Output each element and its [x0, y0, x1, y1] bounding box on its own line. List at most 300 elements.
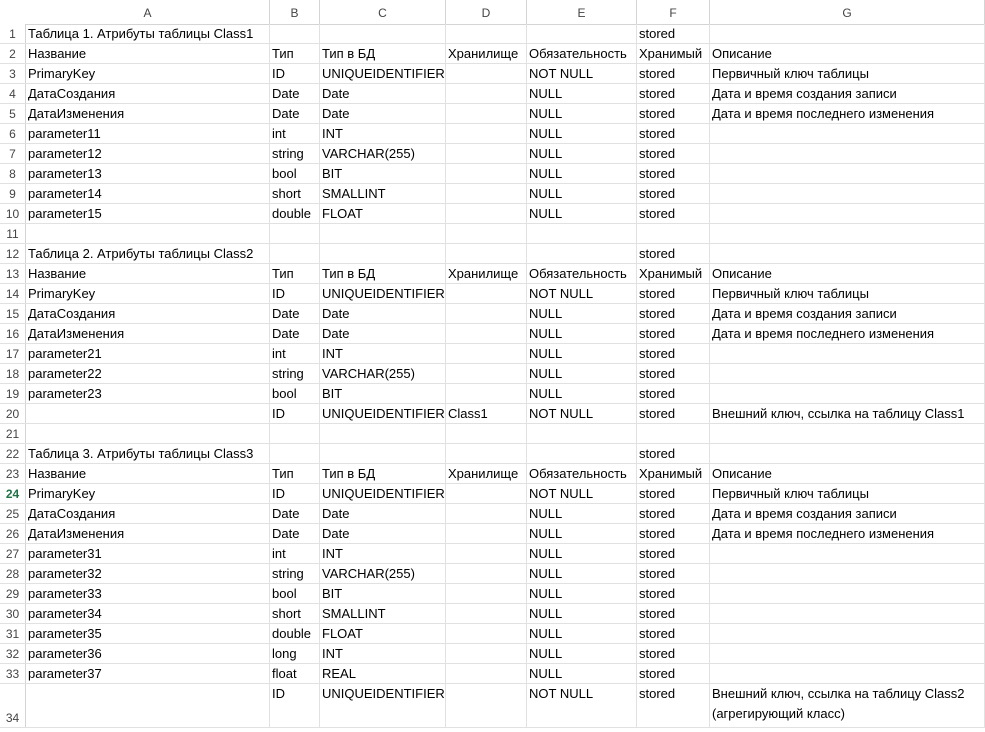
- cell-d8[interactable]: [446, 164, 527, 183]
- cell-b17[interactable]: [270, 344, 320, 363]
- cell-g22[interactable]: [710, 444, 985, 463]
- cell-d3[interactable]: [446, 64, 527, 83]
- cell-a9[interactable]: [26, 184, 270, 203]
- cell-a26[interactable]: [26, 524, 270, 543]
- cell-b24[interactable]: [270, 484, 320, 503]
- cell-c20[interactable]: [320, 404, 446, 423]
- cell-a16[interactable]: [26, 324, 270, 343]
- cell-c33[interactable]: [320, 664, 446, 683]
- cell-f7[interactable]: [637, 144, 710, 163]
- column-header-d[interactable]: D: [446, 0, 527, 24]
- cell-c14[interactable]: [320, 284, 446, 303]
- cell-b9[interactable]: [270, 184, 320, 203]
- cell-d12[interactable]: [446, 244, 527, 263]
- cell-text: SMALLINT: [322, 186, 386, 201]
- table-row: [0, 364, 985, 384]
- row-header[interactable]: [0, 464, 26, 483]
- cell-a23[interactable]: [26, 464, 270, 483]
- table-row: [0, 524, 985, 544]
- cell-b25[interactable]: [270, 504, 320, 523]
- cell-b32[interactable]: [270, 644, 320, 663]
- cell-a33[interactable]: [26, 664, 270, 683]
- cell-text: ДатаИзменения: [28, 106, 125, 121]
- cell-text: ДатаИзменения: [28, 526, 125, 541]
- cell-c34[interactable]: [320, 684, 446, 727]
- cell-c15[interactable]: [320, 304, 446, 323]
- column-header-c[interactable]: C: [320, 0, 446, 24]
- cell-d7[interactable]: [446, 144, 527, 163]
- cell-a31[interactable]: [26, 624, 270, 643]
- cell-a12[interactable]: [26, 244, 270, 263]
- cell-b20[interactable]: [270, 404, 320, 423]
- cell-text: UNIQUEIDENTIFIER: [322, 686, 445, 701]
- cell-e16[interactable]: [527, 324, 637, 343]
- cell-e9[interactable]: [527, 184, 637, 203]
- cell-d23[interactable]: [446, 464, 527, 483]
- cell-f34[interactable]: [637, 684, 710, 727]
- cell-a20[interactable]: [26, 404, 270, 423]
- cell-b30[interactable]: [270, 604, 320, 623]
- cell-text: parameter21: [28, 346, 102, 361]
- cell-b8[interactable]: [270, 164, 320, 183]
- cell-d22[interactable]: [446, 444, 527, 463]
- row-header[interactable]: [0, 544, 26, 563]
- cell-c16[interactable]: [320, 324, 446, 343]
- cell-a10[interactable]: [26, 204, 270, 223]
- row-number: 9: [9, 187, 16, 201]
- cell-a6[interactable]: [26, 124, 270, 143]
- table-row: [0, 64, 985, 84]
- cell-f24[interactable]: [637, 484, 710, 503]
- cell-g23[interactable]: [710, 464, 985, 483]
- cell-a2[interactable]: [26, 44, 270, 63]
- cell-c32[interactable]: [320, 644, 446, 663]
- cell-g32[interactable]: [710, 644, 985, 663]
- cell-d1[interactable]: [446, 24, 527, 43]
- cell-d31[interactable]: [446, 624, 527, 643]
- cell-c1[interactable]: [320, 24, 446, 43]
- cell-e21[interactable]: [527, 424, 637, 443]
- cell-g34[interactable]: [710, 684, 985, 727]
- cell-f9[interactable]: [637, 184, 710, 203]
- cell-b4[interactable]: [270, 84, 320, 103]
- cell-g19[interactable]: [710, 384, 985, 403]
- cell-f1[interactable]: [637, 24, 710, 43]
- cell-c3[interactable]: [320, 64, 446, 83]
- cell-b26[interactable]: [270, 524, 320, 543]
- cell-g3[interactable]: [710, 64, 985, 83]
- cell-b18[interactable]: [270, 364, 320, 383]
- cell-d33[interactable]: [446, 664, 527, 683]
- cell-f11[interactable]: [637, 224, 710, 243]
- row-header[interactable]: [0, 504, 26, 523]
- cell-b27[interactable]: [270, 544, 320, 563]
- cell-f20[interactable]: [637, 404, 710, 423]
- cell-e17[interactable]: [527, 344, 637, 363]
- cell-g14[interactable]: [710, 284, 985, 303]
- cell-a11[interactable]: [26, 224, 270, 243]
- cell-e24[interactable]: [527, 484, 637, 503]
- cell-d24[interactable]: [446, 484, 527, 503]
- cell-e23[interactable]: [527, 464, 637, 483]
- cell-c13[interactable]: [320, 264, 446, 283]
- cell-a24[interactable]: [26, 484, 270, 503]
- cell-a3[interactable]: [26, 64, 270, 83]
- cell-b31[interactable]: [270, 624, 320, 643]
- row-header[interactable]: [0, 424, 26, 443]
- cell-g31[interactable]: [710, 624, 985, 643]
- cell-a8[interactable]: [26, 164, 270, 183]
- cell-c28[interactable]: [320, 564, 446, 583]
- cell-b13[interactable]: [270, 264, 320, 283]
- cell-b3[interactable]: [270, 64, 320, 83]
- cell-g12[interactable]: [710, 244, 985, 263]
- cell-g18[interactable]: [710, 364, 985, 383]
- row-header[interactable]: [0, 144, 26, 163]
- cell-c7[interactable]: [320, 144, 446, 163]
- row-header[interactable]: [0, 244, 26, 263]
- cell-f29[interactable]: [637, 584, 710, 603]
- row-header[interactable]: [0, 224, 26, 243]
- cell-a7[interactable]: [26, 144, 270, 163]
- cell-d6[interactable]: [446, 124, 527, 143]
- cell-g24[interactable]: [710, 484, 985, 503]
- cell-text: Тип в БД: [322, 266, 376, 281]
- cell-g28[interactable]: [710, 564, 985, 583]
- cell-c23[interactable]: [320, 464, 446, 483]
- cell-e15[interactable]: [527, 304, 637, 323]
- cell-c18[interactable]: [320, 364, 446, 383]
- cell-d34[interactable]: [446, 684, 527, 727]
- cell-d32[interactable]: [446, 644, 527, 663]
- cell-c9[interactable]: [320, 184, 446, 203]
- cell-f33[interactable]: [637, 664, 710, 683]
- cell-b15[interactable]: [270, 304, 320, 323]
- cell-text: Хранилище: [448, 466, 519, 481]
- cell-b6[interactable]: [270, 124, 320, 143]
- cell-g4[interactable]: [710, 84, 985, 103]
- cell-e8[interactable]: [527, 164, 637, 183]
- cell-a17[interactable]: [26, 344, 270, 363]
- cell-e5[interactable]: [527, 104, 637, 123]
- cell-f15[interactable]: [637, 304, 710, 323]
- cell-b22[interactable]: [270, 444, 320, 463]
- cell-a29[interactable]: [26, 584, 270, 603]
- cell-g6[interactable]: [710, 124, 985, 143]
- cell-c27[interactable]: [320, 544, 446, 563]
- cell-f27[interactable]: [637, 544, 710, 563]
- cell-c29[interactable]: [320, 584, 446, 603]
- row-header[interactable]: [0, 404, 26, 423]
- cell-d4[interactable]: [446, 84, 527, 103]
- cell-g17[interactable]: [710, 344, 985, 363]
- cell-e10[interactable]: [527, 204, 637, 223]
- row-header[interactable]: [0, 84, 26, 103]
- cell-a14[interactable]: [26, 284, 270, 303]
- cell-d25[interactable]: [446, 504, 527, 523]
- cell-c30[interactable]: [320, 604, 446, 623]
- cell-d18[interactable]: [446, 364, 527, 383]
- cell-d2[interactable]: [446, 44, 527, 63]
- cell-d5[interactable]: [446, 104, 527, 123]
- column-header-b[interactable]: B: [270, 0, 320, 24]
- cell-b1[interactable]: [270, 24, 320, 43]
- cell-d29[interactable]: [446, 584, 527, 603]
- cell-c24[interactable]: [320, 484, 446, 503]
- cell-text: Хранилище: [448, 266, 519, 281]
- cell-e11[interactable]: [527, 224, 637, 243]
- cell-e31[interactable]: [527, 624, 637, 643]
- row-header[interactable]: [0, 484, 26, 503]
- cell-text: Описание: [712, 466, 772, 481]
- cell-d27[interactable]: [446, 544, 527, 563]
- cell-e27[interactable]: [527, 544, 637, 563]
- cell-b16[interactable]: [270, 324, 320, 343]
- row-header[interactable]: [0, 644, 26, 663]
- cell-f26[interactable]: [637, 524, 710, 543]
- cell-a15[interactable]: [26, 304, 270, 323]
- cell-text: Date: [272, 326, 300, 341]
- row-header[interactable]: [0, 684, 26, 727]
- cell-a30[interactable]: [26, 604, 270, 623]
- cell-e28[interactable]: [527, 564, 637, 583]
- cell-c4[interactable]: [320, 84, 446, 103]
- cell-g7[interactable]: [710, 144, 985, 163]
- cell-f17[interactable]: [637, 344, 710, 363]
- column-header-g[interactable]: G: [710, 0, 985, 24]
- cell-c5[interactable]: [320, 104, 446, 123]
- cell-d17[interactable]: [446, 344, 527, 363]
- cell-a28[interactable]: [26, 564, 270, 583]
- cell-a19[interactable]: [26, 384, 270, 403]
- row-header[interactable]: [0, 324, 26, 343]
- row-header[interactable]: [0, 624, 26, 643]
- row-header[interactable]: [0, 564, 26, 583]
- cell-f30[interactable]: [637, 604, 710, 623]
- cell-g10[interactable]: [710, 204, 985, 223]
- cell-e3[interactable]: [527, 64, 637, 83]
- cell-d13[interactable]: [446, 264, 527, 283]
- cell-b28[interactable]: [270, 564, 320, 583]
- cell-c11[interactable]: [320, 224, 446, 243]
- row-header[interactable]: [0, 524, 26, 543]
- cell-f23[interactable]: [637, 464, 710, 483]
- cell-b23[interactable]: [270, 464, 320, 483]
- row-header[interactable]: [0, 304, 26, 323]
- cell-g21[interactable]: [710, 424, 985, 443]
- cell-d9[interactable]: [446, 184, 527, 203]
- cell-e18[interactable]: [527, 364, 637, 383]
- row-header[interactable]: [0, 24, 26, 43]
- cell-a5[interactable]: [26, 104, 270, 123]
- cell-f25[interactable]: [637, 504, 710, 523]
- cell-g2[interactable]: [710, 44, 985, 63]
- cell-c10[interactable]: [320, 204, 446, 223]
- cell-a34[interactable]: [26, 684, 270, 727]
- cell-g16[interactable]: [710, 324, 985, 343]
- cell-d20[interactable]: [446, 404, 527, 423]
- cell-f16[interactable]: [637, 324, 710, 343]
- cell-c26[interactable]: [320, 524, 446, 543]
- cell-text: stored: [639, 246, 676, 261]
- cell-a4[interactable]: [26, 84, 270, 103]
- cell-f10[interactable]: [637, 204, 710, 223]
- row-header[interactable]: [0, 104, 26, 123]
- cell-a18[interactable]: [26, 364, 270, 383]
- row-header[interactable]: [0, 164, 26, 183]
- cell-f14[interactable]: [637, 284, 710, 303]
- cell-f31[interactable]: [637, 624, 710, 643]
- cell-f28[interactable]: [637, 564, 710, 583]
- cell-e20[interactable]: [527, 404, 637, 423]
- cell-c31[interactable]: [320, 624, 446, 643]
- cell-e2[interactable]: [527, 44, 637, 63]
- cell-f22[interactable]: [637, 444, 710, 463]
- cell-a25[interactable]: [26, 504, 270, 523]
- cell-c12[interactable]: [320, 244, 446, 263]
- table-row: [0, 104, 985, 124]
- cell-g27[interactable]: [710, 544, 985, 563]
- row-header[interactable]: [0, 444, 26, 463]
- cell-d16[interactable]: [446, 324, 527, 343]
- cell-f3[interactable]: [637, 64, 710, 83]
- row-header[interactable]: [0, 124, 26, 143]
- cell-e1[interactable]: [527, 24, 637, 43]
- cell-text: Хранимый: [639, 266, 703, 281]
- row-header[interactable]: [0, 384, 26, 403]
- row-header[interactable]: [0, 284, 26, 303]
- cell-f5[interactable]: [637, 104, 710, 123]
- cell-a32[interactable]: [26, 644, 270, 663]
- cell-f19[interactable]: [637, 384, 710, 403]
- cell-e30[interactable]: [527, 604, 637, 623]
- cell-b10[interactable]: [270, 204, 320, 223]
- cell-c22[interactable]: [320, 444, 446, 463]
- table-row: [0, 244, 985, 264]
- cell-d30[interactable]: [446, 604, 527, 623]
- cell-e26[interactable]: [527, 524, 637, 543]
- row-header[interactable]: [0, 364, 26, 383]
- row-header[interactable]: [0, 264, 26, 283]
- cell-b11[interactable]: [270, 224, 320, 243]
- cell-f21[interactable]: [637, 424, 710, 443]
- cell-b12[interactable]: [270, 244, 320, 263]
- cell-g20[interactable]: [710, 404, 985, 423]
- cell-f32[interactable]: [637, 644, 710, 663]
- cell-e6[interactable]: [527, 124, 637, 143]
- cell-b2[interactable]: [270, 44, 320, 63]
- cell-d21[interactable]: [446, 424, 527, 443]
- cell-text: long: [272, 646, 297, 661]
- cell-c21[interactable]: [320, 424, 446, 443]
- cell-d28[interactable]: [446, 564, 527, 583]
- column-header-e[interactable]: E: [527, 0, 637, 24]
- cell-c17[interactable]: [320, 344, 446, 363]
- cell-e7[interactable]: [527, 144, 637, 163]
- cell-e14[interactable]: [527, 284, 637, 303]
- cell-b14[interactable]: [270, 284, 320, 303]
- cell-f6[interactable]: [637, 124, 710, 143]
- cell-g25[interactable]: [710, 504, 985, 523]
- cell-f13[interactable]: [637, 264, 710, 283]
- cell-f8[interactable]: [637, 164, 710, 183]
- cell-g13[interactable]: [710, 264, 985, 283]
- cell-g15[interactable]: [710, 304, 985, 323]
- row-header[interactable]: [0, 64, 26, 83]
- cell-b29[interactable]: [270, 584, 320, 603]
- cell-text: UNIQUEIDENTIFIER: [322, 66, 445, 81]
- cell-a22[interactable]: [26, 444, 270, 463]
- cell-g1[interactable]: [710, 24, 985, 43]
- cell-g29[interactable]: [710, 584, 985, 603]
- cell-a13[interactable]: [26, 264, 270, 283]
- cell-b21[interactable]: [270, 424, 320, 443]
- cell-b7[interactable]: [270, 144, 320, 163]
- cell-a1[interactable]: [26, 24, 270, 43]
- row-header[interactable]: [0, 664, 26, 683]
- row-header[interactable]: [0, 604, 26, 623]
- cell-e32[interactable]: [527, 644, 637, 663]
- cell-g9[interactable]: [710, 184, 985, 203]
- cell-c2[interactable]: [320, 44, 446, 63]
- cell-c6[interactable]: [320, 124, 446, 143]
- cell-d26[interactable]: [446, 524, 527, 543]
- cell-e33[interactable]: [527, 664, 637, 683]
- cell-d11[interactable]: [446, 224, 527, 243]
- row-header[interactable]: [0, 204, 26, 223]
- cell-b33[interactable]: [270, 664, 320, 683]
- cell-f2[interactable]: [637, 44, 710, 63]
- cell-a21[interactable]: [26, 424, 270, 443]
- cell-b5[interactable]: [270, 104, 320, 123]
- cell-c8[interactable]: [320, 164, 446, 183]
- cell-e22[interactable]: [527, 444, 637, 463]
- cell-b19[interactable]: [270, 384, 320, 403]
- column-header-a[interactable]: A: [26, 0, 270, 24]
- column-header-f[interactable]: F: [637, 0, 710, 24]
- cell-f12[interactable]: [637, 244, 710, 263]
- cell-g30[interactable]: [710, 604, 985, 623]
- cell-f4[interactable]: [637, 84, 710, 103]
- row-header[interactable]: [0, 184, 26, 203]
- cell-e19[interactable]: [527, 384, 637, 403]
- cell-g8[interactable]: [710, 164, 985, 183]
- cell-b34[interactable]: [270, 684, 320, 727]
- cell-e13[interactable]: [527, 264, 637, 283]
- cell-f18[interactable]: [637, 364, 710, 383]
- row-header[interactable]: [0, 584, 26, 603]
- cell-e12[interactable]: [527, 244, 637, 263]
- cell-d15[interactable]: [446, 304, 527, 323]
- cell-g26[interactable]: [710, 524, 985, 543]
- cell-g33[interactable]: [710, 664, 985, 683]
- cell-g11[interactable]: [710, 224, 985, 243]
- cell-d19[interactable]: [446, 384, 527, 403]
- cell-e34[interactable]: [527, 684, 637, 727]
- cell-c25[interactable]: [320, 504, 446, 523]
- cell-c19[interactable]: [320, 384, 446, 403]
- cell-e25[interactable]: [527, 504, 637, 523]
- cell-a27[interactable]: [26, 544, 270, 563]
- row-header[interactable]: [0, 344, 26, 363]
- cell-d14[interactable]: [446, 284, 527, 303]
- cell-d10[interactable]: [446, 204, 527, 223]
- cell-e29[interactable]: [527, 584, 637, 603]
- cell-text: UNIQUEIDENTIFIER: [322, 486, 445, 501]
- cell-e4[interactable]: [527, 84, 637, 103]
- row-header[interactable]: [0, 44, 26, 63]
- cell-g5[interactable]: [710, 104, 985, 123]
